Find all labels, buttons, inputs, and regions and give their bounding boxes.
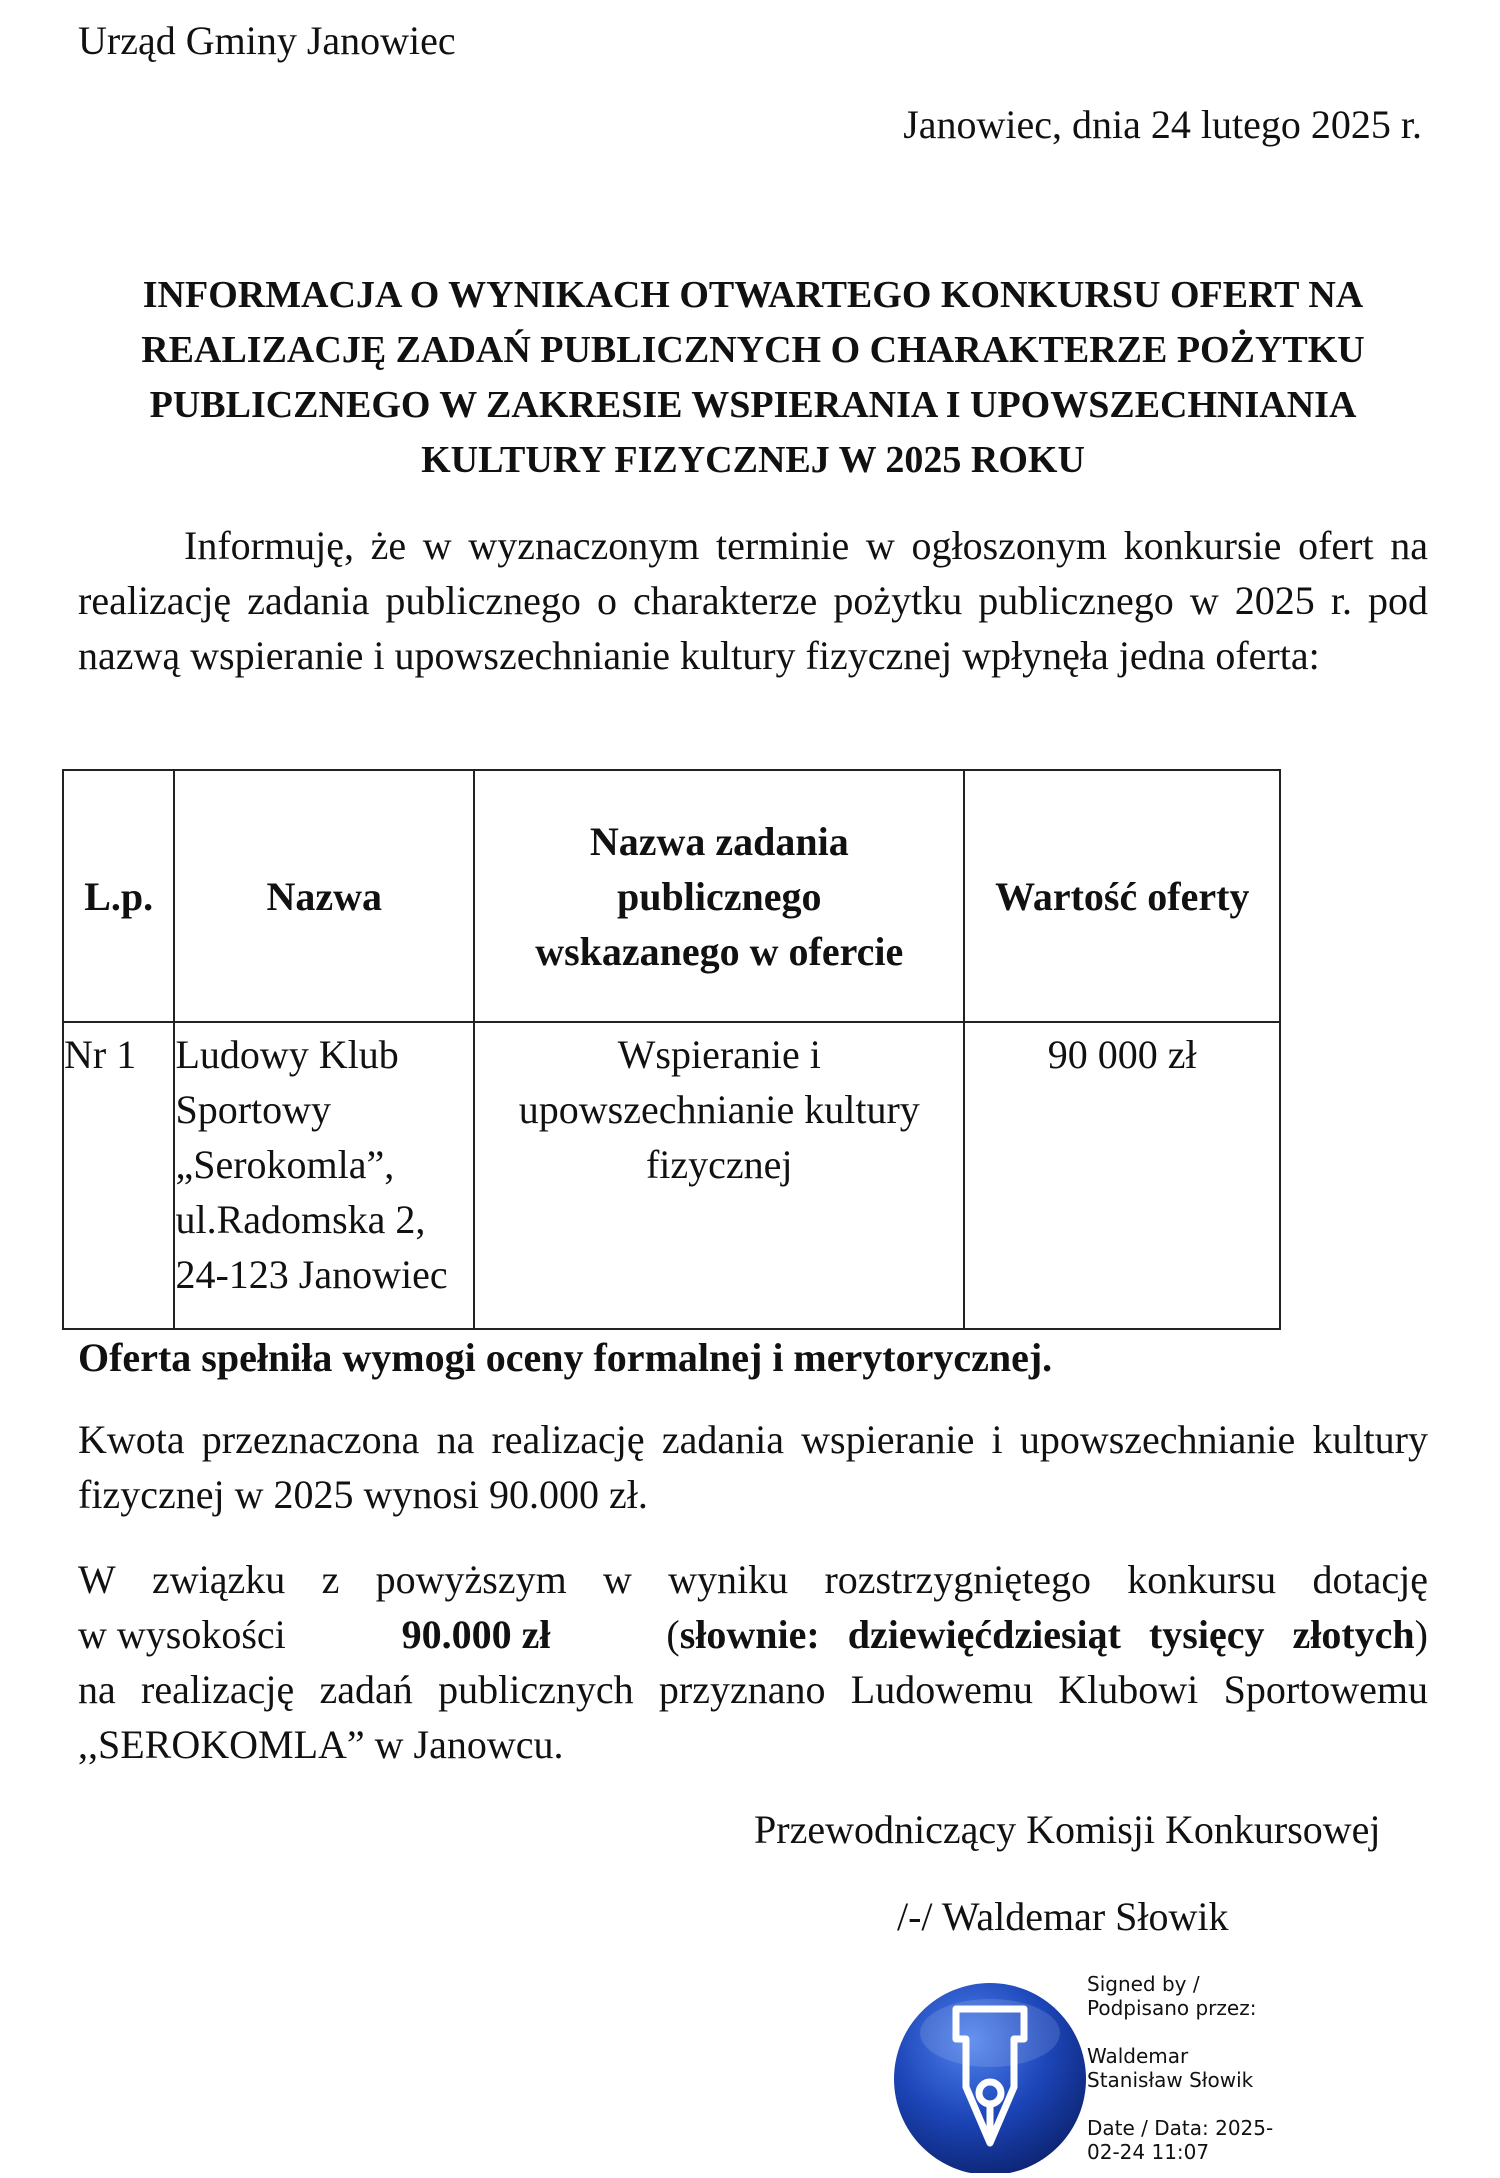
intro-text: Informuję, że w wyznaczonym terminie w ogłoszonym konkursie ofert na realizację zadania publicznego o charakterze pożytku publicznego w 2025 r. pod nazwą wspieranie i upowszechnianie kultury fizycznej wpłynęła jedna oferta:: [78, 523, 1428, 678]
signer-name: Waldemar Stanisław Słowik: [1087, 2044, 1254, 2092]
grant-amount-in-words: [666, 1607, 1428, 1662]
grant-amount-label: w wysokości: [78, 1612, 286, 1657]
grant-line-2: [78, 1607, 1428, 1662]
cell-value: 90 000 zł: [964, 1022, 1280, 1329]
cell-lp: Nr 1: [63, 1022, 174, 1329]
amount-paragraph: Kwota przeznaczona na realizację zadania wspieranie i upowszechnianie kultury fizycznej w 2025 wynosi 90.000 zł.: [78, 1417, 1428, 1517]
paren-open: (: [666, 1612, 680, 1657]
evaluation-result: Oferta spełniła wymogi oceny formalnej i merytorycznej.: [78, 1335, 1053, 1380]
word: w: [603, 1557, 632, 1602]
header-lp: L.p.: [63, 770, 174, 1022]
word: z: [321, 1557, 340, 1602]
seal-graphic: [890, 1975, 1090, 2173]
word: dotację: [1312, 1557, 1428, 1602]
word: W: [78, 1557, 116, 1602]
grant-paragraph: [78, 1552, 1428, 1772]
document-title: [78, 268, 1428, 488]
amount-words: słownie: dziewięćdziesiąt tysięcy złotych: [679, 1612, 1415, 1657]
title-line: INFORMACJA O WYNIKACH OTWARTEGO KONKURSU OFERT NA: [142, 274, 1364, 316]
offers-table: [62, 769, 1281, 1330]
word: rozstrzygniętego: [824, 1557, 1092, 1602]
fountain-pen-nib-icon: [890, 1975, 1090, 2173]
header-task-text: Nazwa zadania publicznego wskazanego w ofercie: [535, 818, 904, 974]
title-line: REALIZACJĘ ZADAŃ PUBLICZNYCH O CHARAKTERZE POŻYTKU: [141, 329, 1365, 371]
header-value: Wartość oferty: [964, 770, 1280, 1022]
word: konkursu: [1127, 1557, 1277, 1602]
signatory-name: /-/ Waldemar Słowik: [897, 1894, 1229, 1939]
paren-close: ): [1414, 1612, 1428, 1657]
document-date: Janowiec, dnia 24 lutego 2025 r.: [903, 102, 1422, 147]
cell-name: [174, 1022, 474, 1329]
signatory-title: Przewodniczący Komisji Konkursowej: [754, 1807, 1381, 1852]
signed-by-label: Signed by / Podpisano przez:: [1087, 1972, 1257, 2020]
cell-task: [474, 1022, 964, 1329]
table-row: [63, 1022, 1280, 1329]
word: wyniku: [668, 1557, 789, 1602]
grant-line-1: [78, 1552, 1428, 1607]
word: związku: [152, 1557, 286, 1602]
header-name: Nazwa: [174, 770, 474, 1022]
grant-amount: 90.000 zł: [401, 1612, 551, 1657]
intro-paragraph: [78, 518, 1428, 683]
office-name: Urząd Gminy Janowiec: [78, 18, 456, 63]
title-line: KULTURY FIZYCZNEJ W 2025 ROKU: [421, 439, 1085, 481]
digital-signature-info: [1087, 1972, 1307, 2164]
cell-name-text: Ludowy Klub Sportowy „Serokomla”, ul.Radomska 2, 24-123 Janowiec: [175, 1032, 448, 1297]
word: powyższym: [375, 1557, 567, 1602]
cell-task-text: Wspieranie i upowszechnianie kultury fizycznej: [518, 1032, 920, 1187]
title-line: PUBLICZNEGO W ZAKRESIE WSPIERANIA I UPOWSZECHNIANIA: [149, 384, 1357, 426]
table-header-row: [63, 770, 1280, 1022]
grant-rest: na realizację zadań publicznych przyznano Ludowemu Klubowi Sportowemu ,,SEROKOMLA” w Janowcu.: [78, 1667, 1428, 1767]
header-task: [474, 770, 964, 1022]
signature-date: Date / Data: 2025- 02-24 11:07: [1087, 2116, 1274, 2164]
